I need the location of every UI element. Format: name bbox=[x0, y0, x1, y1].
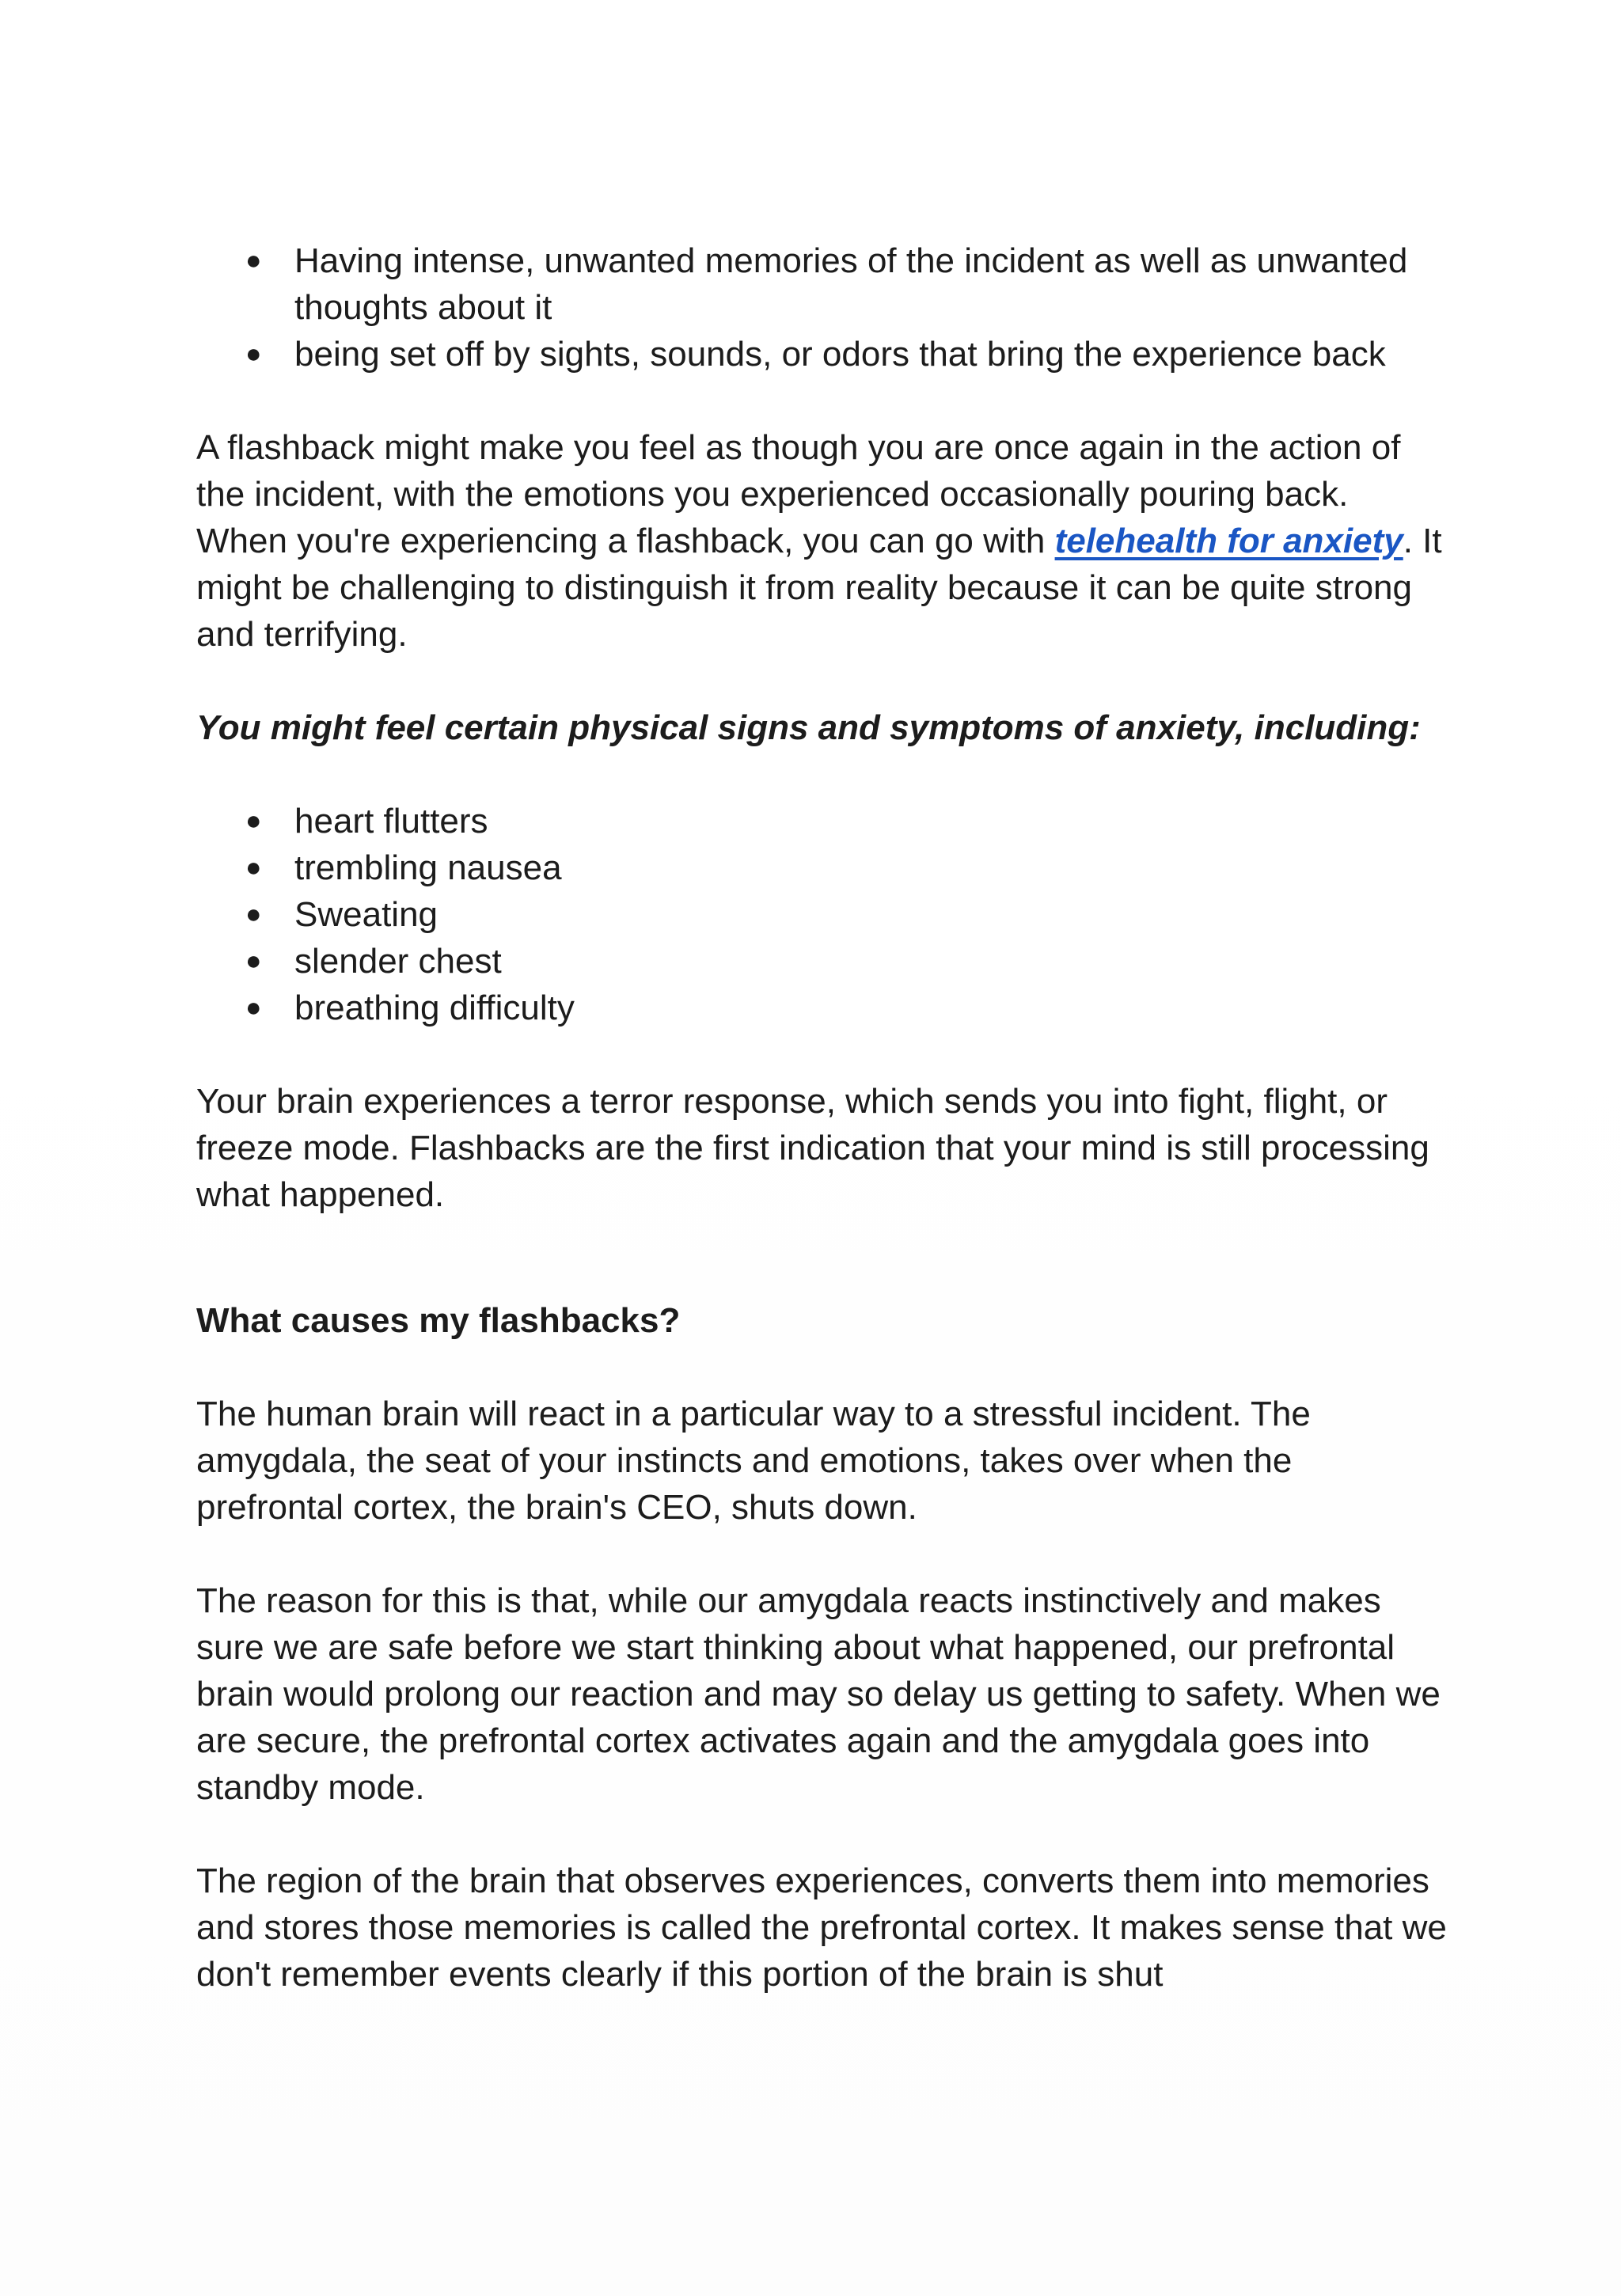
terror-response-paragraph: Your brain experiences a terror response, which sends you into fight, flight, or freeze mode. Flashbacks are the first indication that your mind is still processing what happened. bbox=[196, 1082, 1429, 1214]
spacer bbox=[196, 1811, 1447, 1858]
list-item-text: being set off by sights, sounds, or odors that bring the experience back bbox=[294, 335, 1386, 374]
bullet-icon: ● bbox=[245, 339, 262, 369]
physical-symptoms-list bbox=[196, 798, 1447, 1031]
list-item bbox=[196, 331, 1447, 378]
memory-symptoms-list bbox=[196, 237, 1447, 378]
bullet-icon: ● bbox=[245, 899, 262, 929]
document-body bbox=[196, 237, 1447, 1998]
list-item-text: slender chest bbox=[294, 942, 502, 981]
telehealth-link[interactable]: telehealth for anxiety bbox=[1054, 522, 1403, 560]
spacer bbox=[196, 1344, 1447, 1391]
amygdala-paragraph: The reason for this is that, while our amygdala reacts instinctively and makes sure we are safe before we start thinking about what happened, our prefrontal brain would prolong our reaction and may so delay us getting to safety. When we are secure, the prefrontal cortex activates again and the amygdala goes into standby mode. bbox=[196, 1581, 1441, 1807]
list-item-text: trembling nausea bbox=[294, 848, 562, 887]
bullet-icon: ● bbox=[245, 806, 262, 836]
list-item-text: heart flutters bbox=[294, 802, 488, 841]
prefrontal-cortex-paragraph: The region of the brain that observes experiences, converts them into memories and stores those memories is called the prefrontal cortex. It makes sense that we don't remember events clearly if this portion of the brain is shut bbox=[196, 1861, 1447, 1994]
list-item bbox=[196, 985, 1447, 1031]
list-item-text: breathing difficulty bbox=[294, 989, 575, 1027]
list-item bbox=[196, 938, 1447, 985]
paragraph-text: . It might be challenging to distinguish it from reality because it can be quite strong and terrifying. bbox=[196, 522, 1442, 654]
spacer bbox=[196, 1218, 1447, 1297]
spacer bbox=[196, 1031, 1447, 1078]
list-item-text: Sweating bbox=[294, 895, 438, 934]
spacer bbox=[196, 378, 1447, 424]
list-item-text: Having intense, unwanted memories of the incident as well as unwanted thoughts about it bbox=[294, 241, 1408, 327]
list-item bbox=[196, 844, 1447, 891]
list-item bbox=[196, 237, 1447, 331]
bullet-icon: ● bbox=[245, 946, 262, 976]
bullet-icon: ● bbox=[245, 245, 262, 275]
brain-reaction-paragraph: The human brain will react in a particular way to a stressful incident. The amygdala, the seat of your instincts and emotions, takes over when the prefrontal cortex, the brain's CEO, shuts down. bbox=[196, 1395, 1311, 1527]
bullet-icon: ● bbox=[245, 852, 262, 882]
spacer bbox=[196, 658, 1447, 704]
paragraph-text: A flashback might make you feel as though you are once again in the action of the incident, with the emotions you experienced occasionally pouring back. When you're experiencing a flashback, you can go with bbox=[196, 428, 1401, 560]
bullet-icon: ● bbox=[245, 992, 262, 1023]
spacer bbox=[196, 751, 1447, 798]
section-heading: What causes my flashbacks? bbox=[196, 1301, 681, 1340]
physical-symptoms-subheading: You might feel certain physical signs and symptoms of anxiety, including: bbox=[196, 708, 1421, 747]
list-item bbox=[196, 891, 1447, 938]
list-item bbox=[196, 798, 1447, 844]
flashback-paragraph bbox=[196, 424, 1447, 658]
spacer bbox=[196, 1531, 1447, 1577]
